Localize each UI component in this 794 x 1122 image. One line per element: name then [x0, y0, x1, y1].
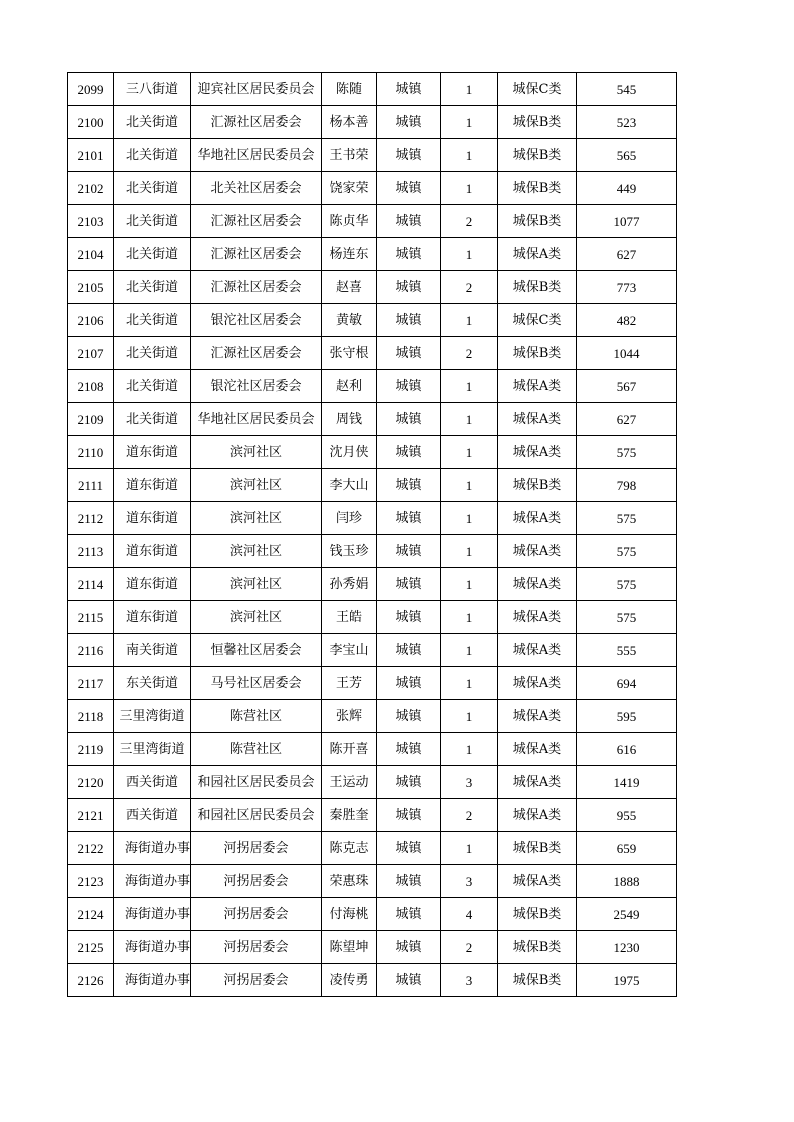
cell-community: 滨河社区	[191, 535, 322, 568]
cell-community: 和园社区居民委员会	[191, 799, 322, 832]
cell-amount: 1975	[577, 964, 677, 997]
cell-category: 城保B类	[498, 832, 577, 865]
table-row	[68, 535, 677, 568]
cell-amount: 567	[577, 370, 677, 403]
cell-name: 杨本善	[322, 106, 377, 139]
cell-community: 陈营社区	[191, 733, 322, 766]
table-row	[68, 436, 677, 469]
cell-street: 三里湾街道	[114, 700, 191, 733]
cell-name: 张辉	[322, 700, 377, 733]
cell-amount: 545	[577, 73, 677, 106]
cell-category: 城保B类	[498, 964, 577, 997]
cell-amount: 1230	[577, 931, 677, 964]
table-row	[68, 403, 677, 436]
cell-street: 北关街道	[114, 271, 191, 304]
cell-name: 陈望坤	[322, 931, 377, 964]
cell-id: 2121	[68, 799, 114, 832]
cell-count: 1	[441, 73, 498, 106]
cell-household-type: 城镇	[377, 766, 441, 799]
cell-household-type: 城镇	[377, 403, 441, 436]
cell-street: 西关街道	[114, 766, 191, 799]
table-row	[68, 73, 677, 106]
cell-name: 杨连东	[322, 238, 377, 271]
cell-name: 钱玉珍	[322, 535, 377, 568]
cell-community: 银沱社区居委会	[191, 304, 322, 337]
cell-street: 东关街道	[114, 667, 191, 700]
table-row	[68, 865, 677, 898]
cell-community: 滨河社区	[191, 469, 322, 502]
cell-street: 北关街道	[114, 337, 191, 370]
table-row	[68, 205, 677, 238]
cell-count: 3	[441, 964, 498, 997]
cell-category: 城保A类	[498, 799, 577, 832]
table-row	[68, 601, 677, 634]
table-row	[68, 106, 677, 139]
table-row	[68, 304, 677, 337]
cell-street: 北关街道	[114, 238, 191, 271]
cell-street: 北关街道	[114, 370, 191, 403]
cell-amount: 449	[577, 172, 677, 205]
cell-count: 1	[441, 139, 498, 172]
cell-amount: 1044	[577, 337, 677, 370]
cell-id: 2100	[68, 106, 114, 139]
cell-household-type: 城镇	[377, 898, 441, 931]
cell-street: 北关街道	[114, 172, 191, 205]
cell-community: 汇源社区居委会	[191, 337, 322, 370]
cell-id: 2114	[68, 568, 114, 601]
cell-category: 城保B类	[498, 898, 577, 931]
cell-name: 黄敏	[322, 304, 377, 337]
table-row	[68, 700, 677, 733]
cell-household-type: 城镇	[377, 535, 441, 568]
cell-amount: 955	[577, 799, 677, 832]
cell-community: 滨河社区	[191, 601, 322, 634]
table-row	[68, 832, 677, 865]
cell-amount: 627	[577, 238, 677, 271]
cell-name: 赵喜	[322, 271, 377, 304]
table-row	[68, 469, 677, 502]
cell-category: 城保A类	[498, 865, 577, 898]
cell-street: 海街道办事	[114, 865, 191, 898]
cell-household-type: 城镇	[377, 634, 441, 667]
cell-id: 2115	[68, 601, 114, 634]
cell-community: 汇源社区居委会	[191, 106, 322, 139]
cell-count: 2	[441, 931, 498, 964]
cell-id: 2102	[68, 172, 114, 205]
cell-count: 1	[441, 238, 498, 271]
cell-household-type: 城镇	[377, 667, 441, 700]
cell-amount: 565	[577, 139, 677, 172]
table-row	[68, 568, 677, 601]
cell-amount: 1888	[577, 865, 677, 898]
cell-community: 迎宾社区居民委员会	[191, 73, 322, 106]
cell-name: 沈月侠	[322, 436, 377, 469]
cell-name: 王芳	[322, 667, 377, 700]
cell-category: 城保B类	[498, 205, 577, 238]
cell-count: 1	[441, 568, 498, 601]
cell-amount: 627	[577, 403, 677, 436]
cell-amount: 1419	[577, 766, 677, 799]
cell-household-type: 城镇	[377, 601, 441, 634]
cell-category: 城保C类	[498, 304, 577, 337]
cell-name: 王运动	[322, 766, 377, 799]
cell-count: 1	[441, 469, 498, 502]
cell-name: 张守根	[322, 337, 377, 370]
cell-household-type: 城镇	[377, 172, 441, 205]
cell-count: 2	[441, 337, 498, 370]
table-row	[68, 733, 677, 766]
cell-street: 三八街道	[114, 73, 191, 106]
cell-category: 城保B类	[498, 337, 577, 370]
cell-id: 2113	[68, 535, 114, 568]
cell-name: 付海桃	[322, 898, 377, 931]
table-row	[68, 172, 677, 205]
cell-count: 1	[441, 667, 498, 700]
cell-id: 2105	[68, 271, 114, 304]
cell-household-type: 城镇	[377, 73, 441, 106]
cell-household-type: 城镇	[377, 205, 441, 238]
cell-id: 2123	[68, 865, 114, 898]
cell-id: 2118	[68, 700, 114, 733]
cell-street: 道东街道	[114, 436, 191, 469]
table-row	[68, 898, 677, 931]
cell-household-type: 城镇	[377, 469, 441, 502]
cell-community: 银沱社区居委会	[191, 370, 322, 403]
cell-community: 马号社区居委会	[191, 667, 322, 700]
cell-name: 赵利	[322, 370, 377, 403]
cell-category: 城保B类	[498, 931, 577, 964]
cell-id: 2103	[68, 205, 114, 238]
cell-community: 北关社区居委会	[191, 172, 322, 205]
cell-id: 2101	[68, 139, 114, 172]
data-table	[67, 72, 677, 997]
table-row	[68, 370, 677, 403]
cell-name: 陈克志	[322, 832, 377, 865]
cell-name: 闫珍	[322, 502, 377, 535]
cell-community: 华地社区居民委员会	[191, 139, 322, 172]
cell-id: 2116	[68, 634, 114, 667]
cell-count: 1	[441, 304, 498, 337]
cell-count: 1	[441, 832, 498, 865]
cell-count: 1	[441, 436, 498, 469]
cell-street: 北关街道	[114, 106, 191, 139]
cell-count: 1	[441, 172, 498, 205]
table-row	[68, 634, 677, 667]
cell-id: 2099	[68, 73, 114, 106]
cell-amount: 659	[577, 832, 677, 865]
table-row	[68, 238, 677, 271]
cell-community: 陈营社区	[191, 700, 322, 733]
cell-street: 道东街道	[114, 568, 191, 601]
cell-street: 海街道办事	[114, 832, 191, 865]
cell-id: 2110	[68, 436, 114, 469]
cell-id: 2106	[68, 304, 114, 337]
cell-name: 陈开喜	[322, 733, 377, 766]
cell-household-type: 城镇	[377, 370, 441, 403]
cell-community: 和园社区居民委员会	[191, 766, 322, 799]
cell-count: 1	[441, 403, 498, 436]
cell-street: 北关街道	[114, 403, 191, 436]
cell-name: 孙秀娟	[322, 568, 377, 601]
cell-community: 河拐居委会	[191, 931, 322, 964]
cell-count: 1	[441, 502, 498, 535]
cell-amount: 575	[577, 436, 677, 469]
cell-id: 2112	[68, 502, 114, 535]
cell-name: 荣惠珠	[322, 865, 377, 898]
cell-category: 城保C类	[498, 73, 577, 106]
cell-id: 2107	[68, 337, 114, 370]
cell-community: 河拐居委会	[191, 964, 322, 997]
cell-street: 海街道办事	[114, 898, 191, 931]
cell-category: 城保A类	[498, 568, 577, 601]
cell-amount: 523	[577, 106, 677, 139]
cell-id: 2109	[68, 403, 114, 436]
cell-amount: 773	[577, 271, 677, 304]
cell-community: 汇源社区居委会	[191, 205, 322, 238]
cell-community: 滨河社区	[191, 436, 322, 469]
cell-street: 道东街道	[114, 502, 191, 535]
cell-amount: 575	[577, 601, 677, 634]
cell-name: 李宝山	[322, 634, 377, 667]
table-row	[68, 964, 677, 997]
cell-id: 2117	[68, 667, 114, 700]
cell-count: 4	[441, 898, 498, 931]
cell-category: 城保B类	[498, 106, 577, 139]
cell-household-type: 城镇	[377, 436, 441, 469]
cell-count: 1	[441, 370, 498, 403]
cell-category: 城保A类	[498, 601, 577, 634]
cell-id: 2120	[68, 766, 114, 799]
cell-count: 1	[441, 700, 498, 733]
cell-street: 北关街道	[114, 139, 191, 172]
table-row	[68, 766, 677, 799]
table-row	[68, 271, 677, 304]
cell-count: 1	[441, 535, 498, 568]
table-row	[68, 139, 677, 172]
cell-category: 城保A类	[498, 733, 577, 766]
cell-street: 南关街道	[114, 634, 191, 667]
cell-count: 1	[441, 106, 498, 139]
cell-category: 城保B类	[498, 271, 577, 304]
cell-count: 3	[441, 865, 498, 898]
cell-street: 道东街道	[114, 469, 191, 502]
cell-community: 滨河社区	[191, 502, 322, 535]
cell-amount: 555	[577, 634, 677, 667]
cell-street: 海街道办事	[114, 964, 191, 997]
cell-street: 道东街道	[114, 601, 191, 634]
cell-household-type: 城镇	[377, 106, 441, 139]
cell-count: 2	[441, 799, 498, 832]
table-row	[68, 667, 677, 700]
cell-id: 2119	[68, 733, 114, 766]
cell-street: 道东街道	[114, 535, 191, 568]
cell-category: 城保A类	[498, 238, 577, 271]
cell-category: 城保A类	[498, 403, 577, 436]
table-row	[68, 502, 677, 535]
cell-household-type: 城镇	[377, 271, 441, 304]
cell-name: 秦胜奎	[322, 799, 377, 832]
table-row	[68, 931, 677, 964]
cell-count: 1	[441, 733, 498, 766]
cell-community: 汇源社区居委会	[191, 271, 322, 304]
cell-name: 王皓	[322, 601, 377, 634]
cell-id: 2125	[68, 931, 114, 964]
cell-community: 华地社区居民委员会	[191, 403, 322, 436]
cell-count: 2	[441, 271, 498, 304]
cell-category: 城保B类	[498, 139, 577, 172]
cell-community: 汇源社区居委会	[191, 238, 322, 271]
cell-id: 2126	[68, 964, 114, 997]
cell-category: 城保A类	[498, 700, 577, 733]
cell-count: 3	[441, 766, 498, 799]
cell-id: 2122	[68, 832, 114, 865]
cell-community: 河拐居委会	[191, 832, 322, 865]
cell-category: 城保A类	[498, 634, 577, 667]
cell-category: 城保B类	[498, 172, 577, 205]
cell-community: 河拐居委会	[191, 865, 322, 898]
cell-amount: 575	[577, 535, 677, 568]
cell-category: 城保A类	[498, 766, 577, 799]
cell-amount: 798	[577, 469, 677, 502]
cell-amount: 575	[577, 502, 677, 535]
cell-household-type: 城镇	[377, 568, 441, 601]
cell-category: 城保A类	[498, 535, 577, 568]
cell-household-type: 城镇	[377, 931, 441, 964]
cell-amount: 616	[577, 733, 677, 766]
cell-community: 恒馨社区居委会	[191, 634, 322, 667]
cell-count: 1	[441, 601, 498, 634]
cell-amount: 595	[577, 700, 677, 733]
cell-street: 北关街道	[114, 304, 191, 337]
cell-category: 城保B类	[498, 469, 577, 502]
cell-amount: 1077	[577, 205, 677, 238]
cell-category: 城保A类	[498, 502, 577, 535]
cell-name: 李大山	[322, 469, 377, 502]
table-row	[68, 337, 677, 370]
cell-household-type: 城镇	[377, 799, 441, 832]
cell-id: 2108	[68, 370, 114, 403]
cell-category: 城保A类	[498, 667, 577, 700]
cell-household-type: 城镇	[377, 964, 441, 997]
cell-amount: 694	[577, 667, 677, 700]
cell-community: 河拐居委会	[191, 898, 322, 931]
cell-category: 城保A类	[498, 436, 577, 469]
cell-count: 2	[441, 205, 498, 238]
cell-name: 陈随	[322, 73, 377, 106]
cell-household-type: 城镇	[377, 139, 441, 172]
cell-name: 陈贞华	[322, 205, 377, 238]
cell-id: 2104	[68, 238, 114, 271]
cell-community: 滨河社区	[191, 568, 322, 601]
cell-id: 2111	[68, 469, 114, 502]
cell-household-type: 城镇	[377, 238, 441, 271]
cell-household-type: 城镇	[377, 502, 441, 535]
cell-category: 城保A类	[498, 370, 577, 403]
cell-street: 西关街道	[114, 799, 191, 832]
table-body	[68, 73, 677, 997]
cell-name: 王书荣	[322, 139, 377, 172]
cell-amount: 2549	[577, 898, 677, 931]
cell-name: 饶家荣	[322, 172, 377, 205]
cell-name: 凌传勇	[322, 964, 377, 997]
cell-name: 周钱	[322, 403, 377, 436]
cell-household-type: 城镇	[377, 733, 441, 766]
cell-street: 北关街道	[114, 205, 191, 238]
table-row	[68, 799, 677, 832]
cell-household-type: 城镇	[377, 832, 441, 865]
cell-household-type: 城镇	[377, 700, 441, 733]
cell-household-type: 城镇	[377, 304, 441, 337]
cell-id: 2124	[68, 898, 114, 931]
cell-count: 1	[441, 634, 498, 667]
cell-household-type: 城镇	[377, 865, 441, 898]
cell-street: 三里湾街道	[114, 733, 191, 766]
cell-amount: 482	[577, 304, 677, 337]
cell-amount: 575	[577, 568, 677, 601]
cell-household-type: 城镇	[377, 337, 441, 370]
cell-street: 海街道办事	[114, 931, 191, 964]
